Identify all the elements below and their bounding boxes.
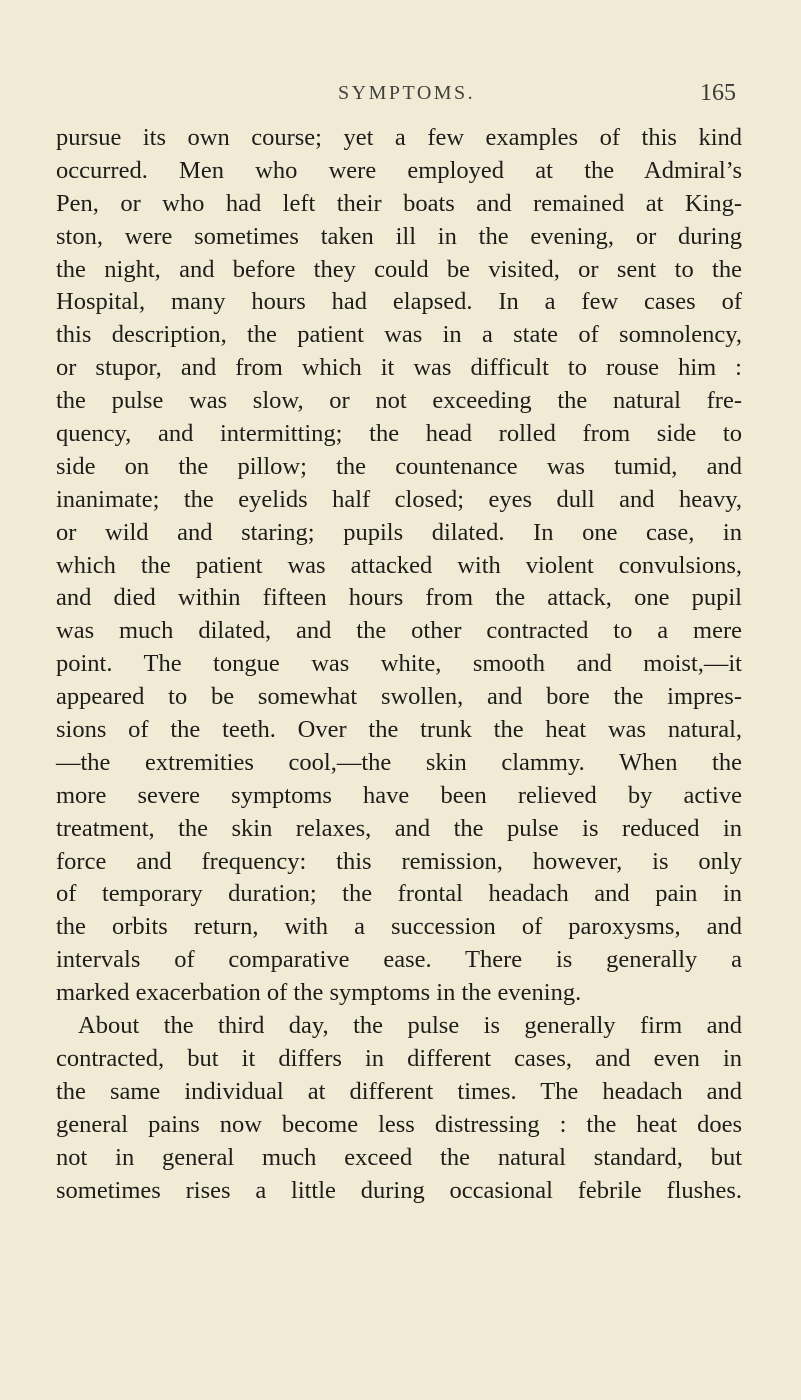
body-text	[56, 122, 742, 1207]
text-line: Pen, or who had left their boats and remained at King-	[56, 189, 742, 217]
text-line: marked exacerbation of the symptoms in the evening.	[56, 979, 582, 1007]
running-header	[56, 82, 746, 112]
page-number: 165	[700, 80, 736, 106]
text-line: the night, and before they could be visited, or sent to the	[56, 255, 742, 283]
text-line: of temporary duration; the frontal headach and pain in	[56, 880, 742, 908]
text-line: —the extremities cool,—the skin clammy. When the	[56, 748, 742, 776]
text-line: the orbits return, with a succession of paroxysms, and	[56, 913, 742, 941]
text-line: or stupor, and from which it was difficult to rouse him :	[56, 354, 742, 382]
text-line: inanimate; the eyelids half closed; eyes dull and heavy,	[56, 485, 742, 513]
text-line: quency, and intermitting; the head rolled from side to	[56, 420, 742, 448]
text-line: was much dilated, and the other contracted to a mere	[56, 617, 742, 645]
text-line: more severe symptoms have been relieved by active	[56, 781, 742, 809]
text-line: Hospital, many hours had elapsed. In a few cases of	[56, 288, 742, 316]
text-line: contracted, but it differs in different cases, and even in	[56, 1044, 742, 1072]
text-line: general pains now become less distressing : the heat does	[56, 1110, 742, 1138]
section-title: SYMPTOMS.	[338, 82, 476, 104]
text-line: point. The tongue was white, smooth and moist,—it	[56, 650, 742, 678]
text-line: this description, the patient was in a state of somnolency,	[56, 321, 742, 349]
text-line: ston, were sometimes taken ill in the evening, or during	[56, 222, 742, 250]
text-line: force and frequency: this remission, however, is only	[56, 847, 742, 875]
text-line: which the patient was attacked with violent convulsions,	[56, 551, 742, 579]
text-line: or wild and staring; pupils dilated. In one case, in	[56, 518, 742, 546]
text-line: the same individual at different times. The headach and	[56, 1077, 742, 1105]
text-line: occurred. Men who were employed at the Admiral’s	[56, 156, 742, 184]
text-line: not in general much exceed the natural standard, but	[56, 1143, 742, 1171]
text-line: sions of the teeth. Over the trunk the heat was natural,	[56, 716, 742, 744]
text-line: About the third day, the pulse is generally firm and	[78, 1012, 742, 1040]
text-line: appeared to be somewhat swollen, and bore the impres-	[56, 683, 742, 711]
text-line: intervals of comparative ease. There is generally a	[56, 946, 742, 974]
text-line: the pulse was slow, or not exceeding the natural fre-	[56, 387, 742, 415]
text-line: and died within fifteen hours from the attack, one pupil	[56, 584, 742, 612]
text-line: sometimes rises a little during occasional febrile flushes.	[56, 1176, 742, 1204]
text-line: treatment, the skin relaxes, and the pulse is reduced in	[56, 814, 742, 842]
text-line: pursue its own course; yet a few examples of this kind	[56, 124, 742, 151]
text-line: side on the pillow; the countenance was tumid, and	[56, 452, 742, 480]
